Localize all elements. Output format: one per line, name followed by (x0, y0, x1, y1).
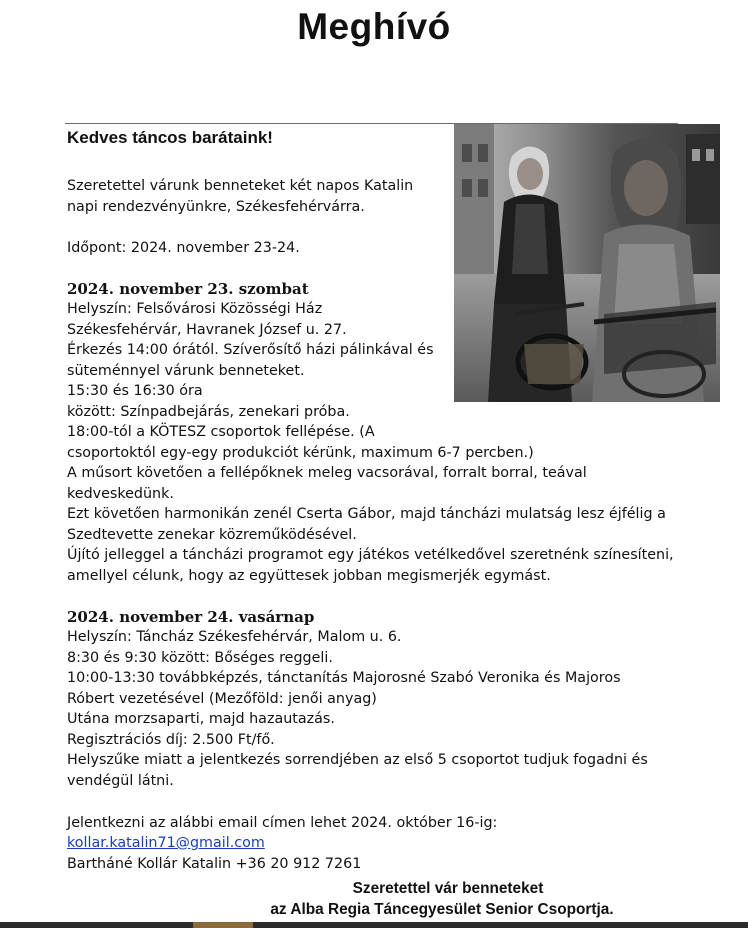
intro-line: Szeretettel várunk benneteket két napos Katalin (67, 178, 414, 194)
day1-line: Szedtevette zenekar közreműködésével. (67, 526, 357, 543)
bottom-bar (0, 922, 748, 928)
day1-line: süteménnyel várunk benneteket. (67, 362, 305, 379)
day2-line: vendégül látni. (67, 772, 174, 789)
event-date: Időpont: 2024. november 23-24. (67, 239, 300, 256)
day1-line: között: Színpadbejárás, zenekari próba. (67, 403, 350, 420)
day1-line: amellyel célunk, hogy az együttesek jobban megismerjék egymást. (67, 567, 551, 584)
greeting-heading: Kedves táncos barátaink! (67, 128, 273, 147)
contact-person: Bartháné Kollár Katalin +36 20 912 7261 (67, 855, 362, 872)
day1-line: csoportoktól egy-egy produkciót kérünk, maximum 6-7 percben.) (67, 444, 534, 461)
invitation-body (67, 176, 707, 874)
closing-line: Szeretettel vár benneteket (352, 880, 544, 897)
day1-line: Székesfehérvár, Havranek József u. 27. (67, 321, 347, 338)
email-link[interactable]: kollar.katalin71@gmail.com (67, 835, 265, 851)
day2-line: 10:00-13:30 továbbképzés, tánctanítás Majorosné Szabó Veronika és Majoros (67, 670, 621, 686)
day2-line: Róbert vezetésével (Mezőföld: jenői anyag) (67, 690, 377, 707)
bottom-bar-accent (193, 922, 253, 928)
day1-line: 18:00-tól a KÖTESZ csoportok fellépése. (A (67, 424, 375, 440)
day1-line: Érkezés 14:00 órától. Szíverősítő házi pálinkával és (67, 342, 434, 358)
contact-line: Jelentkezni az alábbi email címen lehet 2024. október 16-ig: (67, 814, 498, 831)
day2-line: 8:30 és 9:30 között: Bőséges reggeli. (67, 649, 333, 666)
day2-line: Utána morzsaparti, majd hazautazás. (67, 711, 335, 727)
day1-line: A műsort követően a fellépőknek meleg vacsorával, forralt borral, teával (67, 465, 587, 481)
day2-line: Helyszín: Táncház Székesfehérvár, Malom u. 6. (67, 629, 402, 645)
day2-heading: 2024. november 24. vasárnap (67, 607, 315, 626)
day2-line: Regisztrációs díj: 2.500 Ft/fő. (67, 731, 275, 748)
intro-line: napi rendezvényünkre, Székesfehérvárra. (67, 198, 365, 215)
day2-line: Helyszűke miatt a jelentkezés sorrendjében az első 5 csoportot tudjuk fogadni és (67, 752, 648, 768)
page-title: Meghívó (297, 6, 451, 47)
day1-line: Ezt követően harmonikán zenél Cserta Gábor, majd táncházi mulatság lesz éjfélig a (67, 506, 666, 522)
day1-line: Helyszín: Felsővárosi Közösségi Ház (67, 301, 323, 317)
day1-line: kedveskedünk. (67, 485, 174, 502)
day1-line: 15:30 és 16:30 óra (67, 383, 203, 399)
day1-line: Újító jelleggel a táncházi programot egy játékos vetélkedővel szeretnénk színesíteni, (67, 547, 674, 563)
closing-signature: az Alba Regia Táncegyesület Senior Csoportja. (270, 901, 614, 918)
day1-heading: 2024. november 23. szombat (67, 279, 309, 298)
